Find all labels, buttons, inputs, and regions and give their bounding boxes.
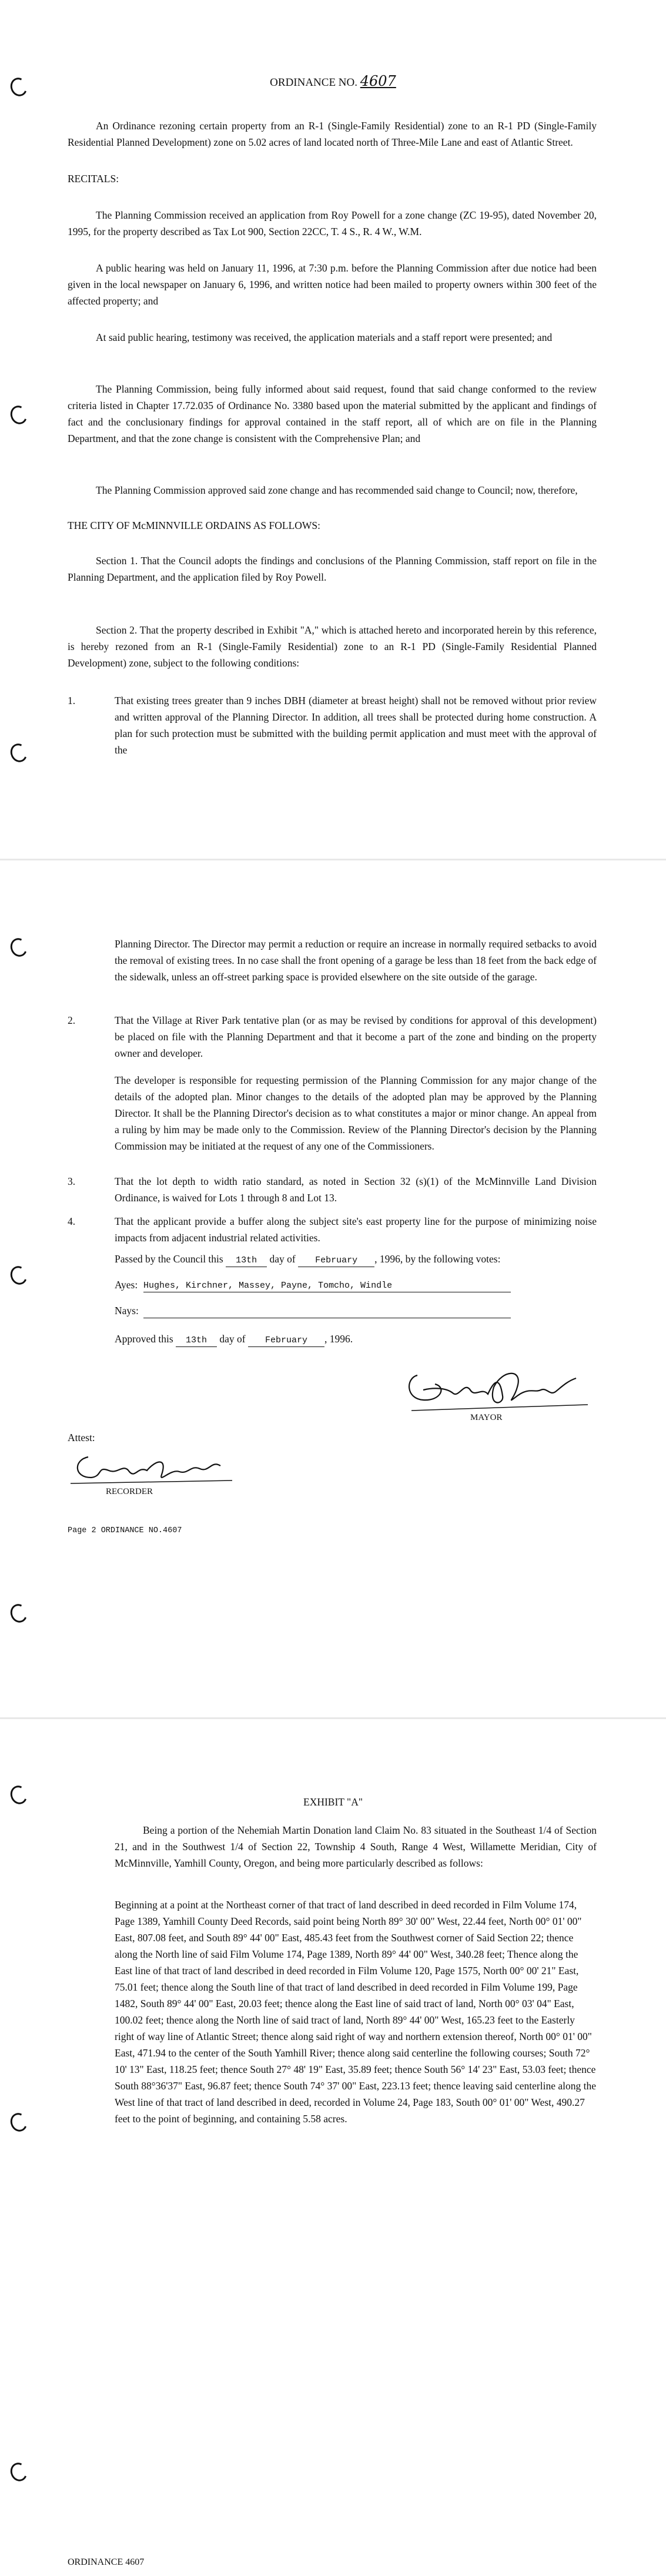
passed-day: 13th bbox=[226, 1255, 267, 1267]
recital-paragraph: The Planning Commission approved said zone change and has recommended said change to Council; now, therefore, bbox=[96, 484, 578, 496]
ordinance-title bbox=[176, 73, 490, 91]
punch-hole-icon bbox=[8, 2111, 29, 2134]
mayor-label: MAYOR bbox=[470, 1413, 503, 1422]
punch-hole-icon bbox=[8, 936, 29, 959]
approved-month: February bbox=[248, 1335, 324, 1347]
condition-number: 2. bbox=[68, 1014, 76, 1026]
nays-label: Nays: bbox=[115, 1305, 139, 1317]
approved-prefix: Approved this bbox=[115, 1333, 173, 1345]
legal-description: Beginning at a point at the Northeast corner of that tract of land described in deed recorded in Film Volume 174, Page 1389, Yamhill County Deed Records, said point being North 89° 30' 00" West, 22.44 feet, North 00° 01' 00" East, 807.08 feet, and South 89° 44' 00" East, 485.43 feet from the Southwest corner of Said Section 22; thence along the North line of said Film Volume 174, Page 1389, North 89° 44' 00" West, 340.28 feet; Thence along the East line of that tract of land described in deed recorded in Film Volume 120, Page 1575, North 00° 00' 21" East, 75.01 feet; thence along the South line of that tract of land described in deed recorded in Film Volume 199, Page 1482, South 89° 44' 00" East, 20.03 feet; thence along the East line of said tract of land, North 00° 03' 04" East, 100.02 feet; thence along the North line of said tract of land, North 89° 44' 00" West, 165.23 feet to the Easterly right of way line of Atlantic Street; thence along said right of way and northern extension thereof, North 00° 01' 00" East, 471.94 to the center of the South Yamhill River; thence along said centerline the following courses; South 72° 10' 13" East, 118.25 feet; thence South 27° 48' 19" East, 35.89 feet; thence South 56° 14' 23" East, 53.03 feet; thence South 88°36'37" East, 96.87 feet; thence South 74° 37' 00" East, 223.13 feet; thence leaving said centerline along the West line of that tract of land described in deed, recorded in Volume 24, Page 183, South 00° 01' 00" West, 490.27 feet to the point of beginning, and containing 5.58 acres. bbox=[115, 1899, 596, 2125]
passed-month: February bbox=[298, 1255, 374, 1267]
condition-4-text: That the applicant provide a buffer along the subject site's east property line for the purpose of minimizing noise impacts from adjacent industrial related activities. bbox=[115, 1215, 597, 1244]
recital-paragraph: The Planning Commission received an application from Roy Powell for a zone change (ZC 19-95), dated November 20, 1995, for the property described as Tax Lot 900, Section 22CC, T. 4 S., R. 4 W., W.M. bbox=[68, 209, 597, 237]
punch-hole-icon bbox=[8, 1264, 29, 1287]
ordinance-number: 4607 bbox=[360, 73, 396, 89]
condition-number: 4. bbox=[68, 1215, 76, 1227]
exhibit-title: EXHIBIT "A" bbox=[303, 1796, 363, 1808]
page-2 bbox=[0, 860, 666, 1717]
approved-line bbox=[115, 1331, 597, 1347]
section-2: Section 2. That the property described in Exhibit "A," which is attached hereto and incorporated herein by this reference, is hereby rezoned from an R-1 (Single-Family Residential) zone to an R-1 PD (Single-Family Residential Planned Development) zone, subject to the following conditions: bbox=[68, 624, 597, 669]
condition-number: 3. bbox=[68, 1175, 76, 1187]
page-1 bbox=[0, 0, 666, 859]
page-footer: Page 2 ORDINANCE NO.4607 bbox=[68, 1526, 182, 1535]
ayes-names: Hughes, Kirchner, Massey, Payne, Tomcho, Windle bbox=[143, 1281, 393, 1291]
punch-hole-icon bbox=[8, 403, 29, 427]
condition-1-continued: Planning Director. The Director may permit a reduction or require an increase in normally required setbacks to avoid the removal of existing trees. In no case shall the front opening of a garage be less than 18 feet from the back edge of the sidewalk, unless an off-street parking space is provided elsewhere on the site outside of the garage. bbox=[115, 938, 597, 983]
condition-number: 1. bbox=[68, 695, 76, 706]
passed-line bbox=[115, 1251, 597, 1267]
condition-3-text: That the lot depth to width ratio standard, as noted in Section 32 (s)(1) of the McMinnville Land Division Ordinance, is waived for Lots 1 through 8 and Lot 13. bbox=[115, 1175, 597, 1204]
ordinance-intro: An Ordinance rezoning certain property from an R-1 (Single-Family Residential) zone to an R-1 PD (Single-Family Residential Planned Development) zone on 5.02 acres of land located north of Three-Mile Lane and east of Atlantic Street. bbox=[68, 120, 597, 148]
condition-2-paragraph: The developer is responsible for requesting permission of the Planning Commission for any major change of the details of the adopted plan. Minor changes to the details of the adopted plan may be approved by the Planning Director. It shall be the Planning Director's decision as to what constitutes a major or minor change. An appeal from a ruling by him may be made only to the Commission. Review of the Planning Director's decision by the Planning Commission may be initiated at the request of any one of the Commissioners. bbox=[115, 1074, 597, 1152]
ordains-heading: THE CITY OF McMINNVILLE ORDAINS AS FOLLOWS: bbox=[68, 520, 321, 531]
exhibit-intro: Being a portion of the Nehemiah Martin Donation land Claim No. 83 situated in the Southeast 1/4 of Section 21, and in the Southwest 1/4 of Section 22, Township 4 South, Range 4 West, Willamette Meridian, City of McMinnville, Yamhill County, Oregon, and being more particularly described as follows: bbox=[115, 1824, 597, 1869]
attest-label: Attest: bbox=[68, 1432, 95, 1443]
recitals-heading: RECITALS: bbox=[68, 173, 119, 185]
recital-paragraph: The Planning Commission, being fully informed about said request, found that said change conformed to the review criteria listed in Chapter 17.72.035 of Ordinance No. 3380 based upon the material submitted by the applicant and findings of fact and the conclusionary findings for approval contained in the staff report, all of which are on file in the Planning Department, and that the zone change is consistent with the Comprehensive Plan; and bbox=[68, 383, 597, 444]
punch-hole-icon bbox=[8, 741, 29, 765]
section-1: Section 1. That the Council adopts the findings and conclusions of the Planning Commission, staff report on file in the Planning Department, and the application filed by Roy Powell. bbox=[68, 555, 597, 583]
passed-suffix: , 1996, by the following votes: bbox=[374, 1253, 501, 1265]
page-footer: ORDINANCE 4607 bbox=[68, 2557, 145, 2567]
approved-mid: day of bbox=[219, 1333, 246, 1345]
condition-2-text: That the Village at River Park tentative plan (or as may be revised by conditions for approval of this development) be placed on file with the Planning Department and that it become a part of the zone and binding on the property owner and developer. bbox=[115, 1014, 597, 1059]
ayes-label: Ayes: bbox=[115, 1279, 138, 1291]
condition-1-text: That existing trees greater than 9 inches DBH (diameter at breast height) shall not be removed without prior review and written approval of the Planning Director. In addition, all trees shall be protected during home construction. A plan for such protection must be submitted with the building permit application and must meet with the approval of the bbox=[115, 695, 597, 756]
punch-hole-icon bbox=[8, 1783, 29, 1807]
punch-hole-icon bbox=[8, 75, 29, 99]
punch-hole-icon bbox=[8, 2460, 29, 2484]
page-3 bbox=[0, 1719, 666, 2576]
recital-paragraph: At said public hearing, testimony was received, the application materials and a staff report were presented; and bbox=[96, 331, 553, 343]
ordinance-title-prefix: ORDINANCE NO. bbox=[270, 76, 357, 89]
approved-suffix: , 1996. bbox=[324, 1333, 353, 1345]
passed-mid: day of bbox=[269, 1253, 296, 1265]
punch-hole-icon bbox=[8, 1602, 29, 1625]
recorder-label: RECORDER bbox=[106, 1487, 153, 1496]
mayor-signature bbox=[400, 1364, 594, 1416]
passed-prefix: Passed by the Council this bbox=[115, 1253, 223, 1265]
recital-paragraph: A public hearing was held on January 11, 1996, at 7:30 p.m. before the Planning Commission after due notice had been given in the local newspaper on January 6, 1996, and written notice had been mailed to property owners within 300 feet of the affected property; and bbox=[68, 262, 597, 307]
approved-day: 13th bbox=[176, 1335, 217, 1347]
